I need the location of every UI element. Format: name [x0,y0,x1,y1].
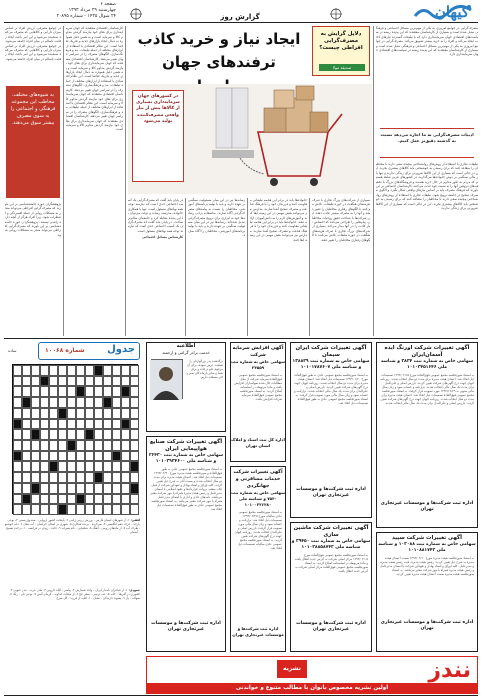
mid-column-2: خانواده‌ها باید در برابر این هجمه تبلیغاتی مقاومت کنند و فرزندان خود را با فرهنگ قناعت و مصرف صحیح آشنا سازند. مدارس نیز می‌توانند نقش مهمی در این زمینه ایفا کنند و آموزش‌های لازم را به دانش‌آموزان ارائه دهند. خانواده‌ها باید در برابر این هجمه تبلیغاتی مقاومت کنند و فرزندان خود را با فرهنگ قناعت و مصرف صحیح آشنا سازند. مدارس نیز می‌توانند نقش مهمی در این زمینه ایفا کنند. [250,198,307,242]
ad-3-title: آگهی افزایش سرمایه شرکت [232,346,284,358]
crossword-cell [31,376,40,387]
section-title [190,4,290,23]
date-block [6,2,116,20]
crossword [4,342,142,652]
ad-7 [230,466,286,652]
crossword-cell [40,461,49,472]
crossword-cell [76,472,85,483]
right-column-text-2: تبلیغات تجاری با استفاده از روش‌های روانشناختی پیچیده سعی دارند تا مخاطبان را متقاعد کنند که برای رسیدن به خوشبختی باید کالاهای بیشتری بخرند. این در حالی است که بسیاری از این کالاها ضرورتی برای زندگی ندارند و تنها بار مالی سنگینی بر دوش خانواده‌ها می‌گذارند. در کشورهای غربی شاهد هستیم که مردم به طور مداوم در حال خرید هستند و فروشگاه‌های بزرگ با تخفیف‌های دروغین آنها را به سمت خود جذب می‌کنند. کارشناسان اجتماعی بر این باورند که فرهنگ مصرف باید بر اساس نیازهای واقعی شکل بگیرد و الگوی مصرف صحیح در جامعه ترویج شود. تبلیغات تجاری با استفاده از روش‌های روانشناختی پیچیده سعی دارند تا مخاطبان را متقاعد کنند که برای رسیدن به خوشبختی باید کالاهای بیشتری بخرند. این در حالی است که بسیاری از این کالاها ضرورتی برای زندگی ندارند. [376,162,478,211]
crossword-cell [76,461,85,472]
ad-1 [376,342,478,528]
kicker-byline: صدیقه مولا [332,65,352,70]
mid-column-4: در پایان باید گفت که مصرف‌گرایی یک آسیب اجتماعی جدی است که نیازمند توجه همه نهادهای مسئول است. تنها با همکاری خانواده، مدرسه، رسانه و دولت می‌توان با این پدیده مقابله کرد و جامعه‌ای سالم‌تر ساخت. در پایان باید گفت که مصرف‌گرایی یک آسیب اجتماعی جدی است که نیازمند توجه همه نهادهای مسئول است. کارشناس مسائل اجتماعی [128,198,183,240]
crossword-cell [58,451,67,462]
crossword-cell [112,494,121,505]
crossword-cell [76,504,85,515]
right-column [376,26,478,336]
crossword-cell [85,440,94,451]
ad-1-foot: اداره ثبت شرکت‌ها و موسسات غیرتجاری تهران [380,501,474,512]
crossword-cell [22,440,31,451]
crossword-cell [13,397,22,408]
crossword-cell [13,461,22,472]
crossword-cell [121,494,130,505]
crossword-cell [112,365,121,376]
crossword-cell [22,494,31,505]
crossword-cell [49,451,58,462]
crossword-cell [67,365,76,376]
crossword-cell [40,440,49,451]
crossword-cell [85,472,94,483]
crossword-cell [13,494,22,505]
crossword-cell [58,472,67,483]
logo [409,2,477,22]
crossword-cell [49,419,58,430]
ad-3-sub: سهامی خاص به شماره ثبت ۲۴۵۵۹ [230,359,285,370]
crossword-cell [94,429,103,440]
crossword-cell [58,483,67,494]
masthead-rule [4,22,478,23]
crossword-cell [130,386,139,397]
crossword-cell [67,429,76,440]
ad-2-title: آگهی تغییرات شرکت ایران سیمان [295,345,367,358]
crossword-cell [13,419,22,430]
crossword-cell [13,376,22,387]
crossword-cell [94,461,103,472]
column-divider [63,26,64,336]
crossword-cell [40,504,49,515]
crossword-header [38,342,140,360]
byline-bottom: کارشناس مسائل اجتماعی [141,235,183,240]
crossword-cell [49,494,58,505]
portrait-icon [150,360,182,400]
crossword-cell [67,451,76,462]
ad-6-title: آگهی تغییرات شرکت سپید [391,535,463,541]
crossword-cell [76,397,85,408]
image-caption-text: در کشورهای جهان سرمایه‌داری بسیاری از کالاها پیش از نیاز واقعی مصرف‌کننده تولید می‌شود [136,94,180,124]
crossword-cell [130,483,139,494]
crossword-number: شماره ۱۰۰۶۸ [45,347,85,354]
crossword-cell [22,472,31,483]
crossword-cell [49,440,58,451]
obituary-portrait [151,359,183,399]
crossword-cell [76,429,85,440]
crossword-cell [112,419,121,430]
crossword-cell [49,461,58,472]
crossword-cell [22,365,31,376]
crossword-cell [121,483,130,494]
crossword-cell [76,483,85,494]
crossword-cell [13,504,22,515]
crossword-cell [112,451,121,462]
crossword-cell [130,472,139,483]
crossword-cell [58,397,67,408]
crossword-cell [85,408,94,419]
ad-4-sub: سهامی خاص به شماره ثبت ۲۶۴۳۰ و شناسه ملی ۱۰۱۰۳۹۲۴۶۰۰ [148,453,224,464]
crossword-cell [130,451,139,462]
compass-icon-right [330,5,342,17]
crossword-cell [121,451,130,462]
left-column-a-text: کارشناسان اقتصادی معتقدند که جهان سرمایه‌داری برای بقای خود نیازمند گردش مداوم کالا و سرمایه است و به همین دلیل همواره به دنبال ایجاد بازارهای جدید و تحریک تقاضا است. این نظام اقتصادی با استفاده از ابزارهای مختلف از جمله تبلیغات، مد و فرهنگ‌سازی، الگوهای مصرف را در سراسر جهان تغییر می‌دهد. کارشناسان اقتصادی معتقدند که جهان سرمایه‌داری برای بقای خود نیازمند گردش مداوم کالا و سرمایه است و به همین دلیل همواره به دنبال ایجاد بازارهای جدید و تحریک تقاضا است. این نظام اقتصادی با استفاده از ابزارهای مختلف از جمله تبلیغات، مد و فرهنگ‌سازی، الگوهای مصرف را در سراسر جهان تغییر می‌دهد. کارشناسان اقتصادی معتقدند که جهان سرمایه‌داری برای بقای خود نیازمند گردش مداوم کالا و سرمایه است. این نظام اقتصادی با استفاده از ابزارهای مختلف از جمله تبلیغات، مد و فرهنگ‌سازی، الگوهای مصرف را در سراسر جهان تغییر می‌دهد. کارشناسان اقتصادی معتقدند که جهان سرمایه‌داری برای بقای خود نیازمند گردش مداوم کالا و سرمایه است. [66,26,123,132]
banner-tagline-bar [147,683,477,693]
crossword-cell [58,376,67,387]
column-divider [309,198,310,336]
crossword-cell [103,494,112,505]
ad-2-foot: اداره ثبت شرکت‌ها و موسسات غیرتجاری تهران [296,487,366,498]
crossword-cell [31,504,40,515]
crossword-cell [130,376,139,387]
ad-3-body: به استناد صورتجلسه مجمع عمومی فوق‌العاده سرمایه شرکت از محل مطالبات حال شده سهامداران افزایش یافت و ماده مربوطه در اساسنامه اصلاح گردید. به استناد صورتجلسه مجمع عمومی فوق‌العاده سرمایه شرکت افزایش یافت. [234,373,282,401]
crossword-title: جدول [107,344,135,355]
crossword-cell [130,504,139,515]
crossword-cell [76,365,85,376]
crossword-cell [121,472,130,483]
crossword-cell [67,397,76,408]
crossword-cell [94,504,103,515]
crossword-cell [58,419,67,430]
crossword-cell [94,408,103,419]
pullquote-left-text: به شیوه‌های مختلف، مخاطب این مجموعه فرهنگی و اجتماعی را به سوی مصرف بیشتر سوق می‌دهند. [10,92,56,126]
crossword-cell [103,472,112,483]
crossword-cell [130,494,139,505]
crossword-cell [49,504,58,515]
ad-5-foot: اداره ثبت شرکت‌ها و موسسات غیرتجاری تهران [296,621,366,632]
compass-icon-left [130,5,142,17]
bottom-rule [4,695,478,696]
crossword-cell [58,461,67,472]
crossword-cell [112,429,121,440]
crossword-cell [22,483,31,494]
crossword-cell [31,494,40,505]
headline-line-1: ایجاد نیاز و خرید کاذب [137,30,301,48]
crossword-cell [76,376,85,387]
crossword-cell [40,451,49,462]
image-caption-box [132,90,184,182]
ad-2-sub: سهامی خاص به شماره ثبت ۱۳۸۸۲۹ و شناسه ملی ۱۰۱۰۱۷۸۷۶۰۷ [292,359,370,370]
crossword-cell [67,483,76,494]
crossword-cell [112,376,121,387]
crossword-cell [13,440,22,451]
crossword-cell [121,419,130,430]
crossword-cell [49,365,58,376]
ad-4-body: به استناد صورتجلسه مجمع عمومی عادی به طور فوق‌العاده و صورتجلسه هیئت مدیره مورخ ۱۳۹۳/۰۲/۳۰ تصمیمات ذیل اتخاذ شد: اعضای هیئت مدیره برای مدت دو سال انتخاب شدند و سمت آنان به شرح ذیل تعیین گردید. کلیه اوراق و اسناد بهادار و تعهدآور شرکت از قبیل چک، سفته، بروات، قراردادها و عقود اسلامی با امضای مدیرعامل و رئیس هیئت مدیره همراه با مهر شرکت معتبر می‌باشد. نامه‌های عادی و اداری با امضای مدیرعامل همراه با مهر شرکت معتبر می‌باشد. به استناد صورتجلسه مجمع عمومی عادی به طور فوق‌العاده تصمیمات ذیل اتخاذ شد. [150,467,222,511]
crossword-cell [85,386,94,397]
crossword-cell [76,386,85,397]
crossword-cell [67,494,76,505]
crossword-cell [67,376,76,387]
ad-3 [230,342,286,462]
crossword-cell [31,429,40,440]
crossword-cell [40,397,49,408]
crossword-cell [22,397,31,408]
crossword-cell [94,451,103,462]
crossword-cell [112,504,121,515]
crossword-cell [94,494,103,505]
crossword-cell [85,483,94,494]
illustration [128,84,372,194]
crossword-cell [94,419,103,430]
crossword-cell [103,429,112,440]
ad-2-body: به استناد صورتجلسه مجمع عمومی عادی به طور فوق‌العاده مورخ ۱۳۹۳/۰۱/۲۰ تصمیمات ذیل اتخاذ شد: اعضای هیئت مدیره برای مدت دو سال انتخاب شدند. روزنامه کیهان جهت درج آگهی‌های شرکت تعیین گردید. بازرس اصلی و علی‌البدل برای مدت یک سال مالی انتخاب شدند. ترازنامه و حساب سود و زیان سال مالی مورد تصویب قرار گرفت. به استناد صورتجلسه مجمع عمومی عادی به طور فوق‌العاده تصمیمات ذیل اتخاذ شد. [294,373,368,405]
crossword-cell [31,461,40,472]
crossword-cell [112,408,121,419]
crossword-cell [130,461,139,472]
pullquote-right-text: ادبیات مصرف‌گرایی به ما اجازه می‌دهد نسبت به گذشته دقیق‌تر عمل کنیم. [380,132,474,143]
mid-column-1: بسیاری از شرکت‌های بزرگ تجاری با صرف هزینه‌های هنگفت در حوزه تبلیغات، تلاش می‌کنند تا الگوهای رفتاری مخاطبان را تغییر دهند و آنها را به مصرف بیشتر عادت دهند. این شرکت‌ها با شناخت دقیق روحیات مخاطبان، پیام‌هایی را طراحی می‌کنند که احساس نیاز کاذب را در آنها بیدار می‌کند. بسیاری از شرکت‌های بزرگ تجاری با صرف هزینه‌های هنگفت در حوزه تبلیغات، تلاش می‌کنند تا الگوهای رفتاری مخاطبان را تغییر دهند. [312,198,370,242]
mid-page-rule [4,338,478,339]
obituary-box [146,342,226,432]
obituary-body: درگذشت پدر بزرگوارتان را تسلیت عرض نموده، برای آن مرحوم علو درجات و برای شما و سایر بازماندگان صبر و اجر مسئلت داریم. [186,359,223,379]
ad-6-foot: اداره ثبت شرکت‌ها و موسسات غیرتجاری تهران [380,620,474,631]
column-divider [185,198,186,336]
crossword-cell [103,504,112,515]
crossword-cell [31,408,40,419]
crossword-cell [31,451,40,462]
crossword-cell [94,376,103,387]
crossword-cell [112,483,121,494]
column-divider [125,26,126,336]
crossword-cell [40,494,49,505]
crossword-cell [112,397,121,408]
crossword-cell [85,451,94,462]
crossword-cell [121,376,130,387]
crossword-cell [121,461,130,472]
crossword-cell [40,429,49,440]
ad-2 [290,342,372,518]
crossword-cell [103,397,112,408]
kicker-byline-bar [319,64,365,71]
section-title-text: گزارش روز [220,13,260,21]
left-column-b-text-top: در جوامع مصرفی، ارزش افراد بر اساس میزان دارایی و کالاهایی که مصرف می‌کنند سنجیده می‌شود و این امر باعث ایجاد رقابت ناسالم در میان افراد جامعه می‌شود. در جوامع مصرفی، ارزش افراد بر اساس میزان دارایی و کالاهایی که مصرف می‌کنند سنجیده می‌شود و این امر باعث ایجاد رقابت ناسالم در میان افراد جامعه می‌شود. [5,26,61,61]
obituary-caption: خدمت برادر گرامی و ارجمند [162,350,210,355]
crossword-cell [130,365,139,376]
horizontal-title: افقی: [130,518,140,522]
crossword-cell [58,365,67,376]
crossword-cell [31,365,40,376]
crossword-cell [85,365,94,376]
crossword-cell [76,408,85,419]
crossword-cell [67,472,76,483]
ad-5 [290,522,372,652]
crossword-cell [94,397,103,408]
crossword-cell [31,386,40,397]
crossword-cell [13,451,22,462]
mid-column-3: رسانه‌ها نیز در این میان مسئولیت سنگینی بر عهده دارند و باید با تولید برنامه‌های آموزشی، مخاطبان را نسبت به پیامدهای مصرف‌گرایی آگاه سازند. متاسفانه برخی رسانه‌ها خود به ابزاری برای ترویج مصرف‌گرایی تبدیل شده‌اند. رسانه‌ها نیز در این میان مسئولیت سنگینی بر عهده دارند و باید با تولید برنامه‌های آموزشی، مخاطبان را آگاه سازند. [188,198,245,238]
crossword-level: ساده [8,348,17,353]
page-number: صفحه ۶ [100,2,116,7]
crossword-cell [121,429,130,440]
ad-3-foot: اداره کل ثبت اسناد و املاک استان تهران [231,437,285,448]
right-column-text-1: مصرف‌گرایی در جوامع امروزی به یکی از مهم‌ترین مسائل اجتماعی و فرهنگی تبدیل شده است و بسیاری از کارشناسان معتقدند که این پدیده ریشه در سیاست‌های اقتصادی جهان سرمایه‌داری دارد که با تبلیغات گسترده نیازهای کاذب ایجاد می‌کند و افراد را به خرید بیشتر تشویق می‌کند. مصرف‌گرایی در جوامع امروزی به یکی از مهم‌ترین مسائل اجتماعی و فرهنگی تبدیل شده است و بسیاری از کارشناسان معتقدند که این پدیده ریشه در سیاست‌های اقتصادی جهان سرمایه‌داری دارد. [376,26,478,57]
ad-4 [146,436,226,652]
crossword-cell [76,419,85,430]
crossword-cell [103,419,112,430]
banner [146,656,478,694]
crossword-cell [94,365,103,376]
column-divider [373,26,374,336]
crossword-clues-horizontal: افقی: ۱- از شهرهای استان فارس - ورزش رزمی ژاپنی ۲- پایتخت کشور اروپایی - صندوق پستی ۳- نوعی پارچه - حرف دهم انگلیسی ۴- سرکرده - پرنده شکاری ۵- شهری در استان خراسان - آب دهان ۶- دانه خوشبو - ظرف آب ۷- از ماه‌های رومی - آهنگ ۸- شکیبایی - نام پسرانه ۹- جاده - رودی در فرانسه ۱۰- درخت تسبیح - آسمان [4,518,140,534]
crossword-cell [85,461,94,472]
crossword-cell [112,440,121,451]
crossword-cell [103,483,112,494]
crossword-cell [103,386,112,397]
crossword-cell [58,494,67,505]
crossword-cell [121,386,130,397]
crossword-cell [103,408,112,419]
crossword-cell [121,440,130,451]
crossword-cell [121,397,130,408]
ad-7-title: آگهی تغییرات شرکت خدمات مسافرتی و جهانگردی [233,470,283,489]
ad-7-sub: سهامی خاص به شماره ثبت ۷۵۴۰ و شناسه ملی ۱۰۱۰۰۳۲۶۴۸۰ [230,490,285,507]
crossword-cell [121,504,130,515]
crossword-cell [85,504,94,515]
crossword-cell [13,408,22,419]
headline-line-2: ترفندهای جهان [162,53,276,71]
crossword-cell [67,408,76,419]
crossword-cell [13,386,22,397]
ad-6 [376,532,478,652]
ad-4-title: آگهی تغییرات شرکت صنایع هواپیمایی ایران [149,439,223,452]
crossword-cell [94,472,103,483]
crossword-cell [112,461,121,472]
left-column-b-text-bottom: پژوهشگران حوزه جامعه‌شناسی بر این باورند که مصرف‌گرایی افراطی می‌تواند منجر به مشکلات روانی از جمله افسردگی و اضطراب شود، زیرا افراد هرگز از آنچه دارند راضی نیستند. پژوهشگران حوزه جامعه‌شناسی بر این باورند که مصرف‌گرایی افراطی می‌تواند منجر به مشکلات روانی شود. [5,202,61,237]
crossword-cell [103,451,112,462]
crossword-cell [22,429,31,440]
crossword-cell [58,429,67,440]
crossword-cell [67,440,76,451]
crossword-cell [121,365,130,376]
kicker-text: دلایل گرایش به مصرف‌گرایی افراطی چیست؟ [319,31,363,51]
crossword-cell [49,483,58,494]
crossword-cell [31,483,40,494]
crossword-cell [94,440,103,451]
crossword-cell [22,419,31,430]
crossword-cell [103,461,112,472]
ad-1-sub: سهامی خاص به شماره ثبت ۳۸۲۴ و شناسه ملی ۱۰۱۰۳۴۵۱۶۴۶ [380,359,474,370]
banner-badge [277,660,307,678]
crossword-cell [40,419,49,430]
crossword-cell [67,504,76,515]
crossword-cell [76,440,85,451]
pullquote-left [6,86,60,198]
crossword-cell [31,397,40,408]
crossword-cell [130,440,139,451]
crossword-cell [22,408,31,419]
crossword-cell [67,461,76,472]
crossword-cell [67,419,76,430]
crossword-cell [130,408,139,419]
crossword-cell [85,429,94,440]
crossword-cell [13,365,22,376]
ad-7-body: به استناد صورتجلسه مجمع عمومی عادی سالیانه مورخ ۱۳۹۳/۰۳/۲۵ تصمیمات ذیل اتخاذ شد: ترازنامه و حساب سود و زیان سال مالی مورد تصویب قرار گرفت. بازرس اصلی و علی‌البدل انتخاب شدند. روزنامه کیهان جهت درج آگهی‌های شرکت تعیین گردید. به استناد صورتجلسه مجمع عمومی عادی سالیانه تصمیمات ذیل اتخاذ شد. [234,510,282,550]
crossword-cell [130,397,139,408]
crossword-cell [94,483,103,494]
crossword-cell [103,440,112,451]
ad-5-body: به استناد صورتجلسه مجمع عمومی فوق‌العاده مورخ ۱۳۹۳/۰۴/۰۵ مرکز اصلی شرکت به آدرس جدید انتقال یافت و ماده مربوطه در اساسنامه اصلاح گردید. به استناد صورتجلسه مجمع عمومی فوق‌العاده مرکز اصلی شرکت به آدرس جدید انتقال یافت. [294,553,368,573]
crossword-cell [58,440,67,451]
crossword-clues-vertical: عمودی: ۱- از شاعران نامدار ایران - واحد شمارش ۲- پیامبر - گیاه دارویی ۳- مادر عرب - بندر جنوبی ۴- کشوری در آفریقا - خانه ۵- عدد ترتیبی - سفر حج ۶- از صفات خداوند - گرمای آتش ۷- نوعی نان - رنگ ۸- سوگند - یار ۹- پسوند دارندگی - نشان ۱۰- کنایه از فرزند - گل سرخ [9,588,140,600]
date-line-1: چهارشنبه ۲۹ مرداد ۱۳۹۳ [68,8,116,13]
crossword-cell [49,376,58,387]
crossword-cell [121,408,130,419]
crossword-cell [22,504,31,515]
crossword-cell [130,419,139,430]
ad-6-body: به استناد صورتجلسه هیئت مدیره مورخ ۱۳۹۳/۰۳/۱۰ سمت اعضای هیئت مدیره به شرح ذیل تعیین گردید: رئیس هیئت مدیره، نایب رئیس هیئت مدیره و مدیرعامل. کلیه اوراق و اسناد بهادار و تعهدآور شرکت با امضای مدیرعامل و رئیس هیئت مدیره همراه با مهر شرکت معتبر می‌باشد. به استناد صورتجلسه هیئت مدیره سمت اعضای هیئت مدیره تعیین گردید. [380,556,474,576]
crossword-cell [31,440,40,451]
crossword-cell [13,483,22,494]
crossword-cell [85,419,94,430]
crossword-cell [112,472,121,483]
ad-5-sub: سهامی خاص به شماره ثبت ۳۹۴۵۰ و شناسه ملی ۱۰۱۰۲۸۸۵۸۷۴۲ [291,539,371,550]
banner-logo-text: نندز [428,658,471,683]
ad-1-body: به استناد صورتجلسه مجمع عمومی فوق‌العاده مورخ ۱۳۹۳/۰۲/۱۵ تصمیمات ذیل اتخاذ شد: اعضای هیئت مدیره برای مدت دو سال انتخاب شدند. روزنامه کیهان جهت درج آگهی‌های شرکت تعیین گردید. بازرس اصلی و علی‌البدل برای مدت یک سال مالی انتخاب شدند. ترازنامه و حساب سود و زیان سال مالی منتهی به ۱۳۹۲/۱۲/۲۹ مورد تصویب قرار گرفت. به استناد صورتجلسه مجمع عمومی فوق‌العاده تصمیمات ذیل اتخاذ شد: اعضای هیئت مدیره برای مدت دو سال انتخاب شدند. روزنامه کیهان جهت درج آگهی‌های شرکت تعیین گردید. بازرس اصلی و علی‌البدل برای مدت یک سال مالی انتخاب شدند. [380,373,474,405]
masthead [0,0,482,24]
crossword-cell [22,386,31,397]
date-line-2: ۲۴ شوال ۱۴۳۵ - شماره ۲۰۸۹۵ [56,14,116,19]
crossword-cell [85,376,94,387]
crossword-cell [49,397,58,408]
crossword-cell [31,419,40,430]
crossword-cell [49,472,58,483]
obituary-title: اطلاعیه [176,343,196,349]
crossword-cell [76,494,85,505]
crossword-cell [40,365,49,376]
column-divider [247,198,248,336]
ad-1-title: آگهی تغییرات شرکت اورنگ ایده آسمان‌ایران [384,345,470,358]
banner-logo [351,659,471,683]
crossword-grid [12,364,138,514]
crossword-cell [76,451,85,462]
crossword-cell [58,386,67,397]
crossword-cell [31,472,40,483]
crossword-cell [49,386,58,397]
crossword-cell [67,386,76,397]
kicker-box [312,26,370,76]
logo-text: کیهان [434,3,469,21]
crossword-cell [40,472,49,483]
crossword-cell [40,376,49,387]
ad-4-foot: اداره ثبت شرکت‌ها و موسسات غیرتجاری تهران [151,621,221,632]
crossword-cell [22,451,31,462]
crossword-cell [130,429,139,440]
crossword-cell [49,408,58,419]
vertical-title: عمودی: [128,588,140,592]
banner-badge-text: نشریه [283,665,301,672]
ad-6-sub: سهامی خاص به شماره ثبت ۱۰۳۰۸۸ و شناسه ملی ۱۰۱۰۸۸۱۷۴۳ [378,542,476,553]
crossword-cell [22,461,31,472]
crossword-cell [103,376,112,387]
ad-5-title: آگهی تغییرات شرکت ماشین سازی [293,525,369,538]
crossword-cell [22,376,31,387]
crossword-cell [58,504,67,515]
crossword-cell [85,397,94,408]
ad-7-foot: اداره ثبت شرکت‌ها و موسسات غیرتجاری تهران [232,626,284,637]
crossword-cell [85,494,94,505]
crossword-cell [40,408,49,419]
crossword-cell [49,429,58,440]
banner-tagline: اولین نشریه مخصوص بانوان با مطالب متنوع و خواندنی [235,685,389,691]
crossword-cell [40,386,49,397]
crossword-cell [112,386,121,397]
crossword-cell [94,386,103,397]
headline [128,28,310,80]
crossword-cell [58,408,67,419]
crossword-cell [103,365,112,376]
crossword-cell [13,429,22,440]
crossword-cell [13,472,22,483]
crossword-cell [40,483,49,494]
pullquote-right [380,128,474,158]
